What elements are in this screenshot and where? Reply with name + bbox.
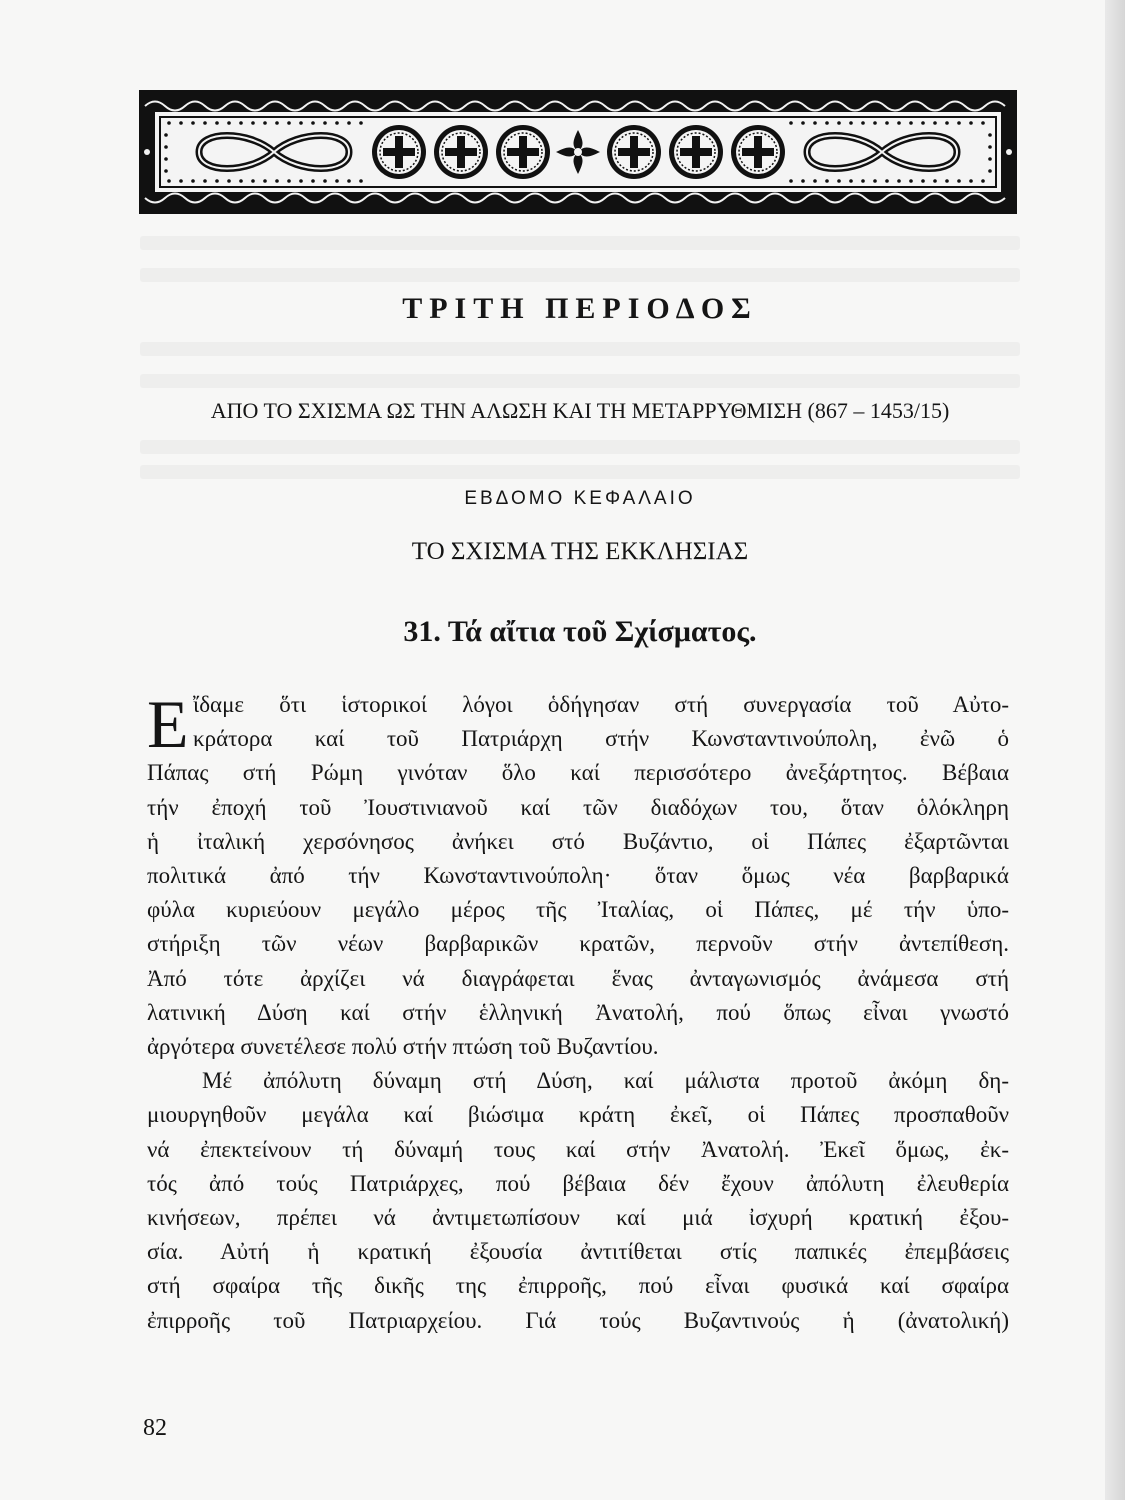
text-line: πολιτικά ἀπό τήν Κωνσταντινούπολη· ὅταν ὅμως νέα βαρβαρικά (147, 863, 1009, 889)
ornamental-header-band (139, 90, 1017, 214)
text-line: νά ἐπεκτείνουν τή δύναμή τους καί στήν Ἀνατολή. Ἐκεῖ ὅμως, ἐκ- (147, 1136, 1009, 1162)
show-through (140, 440, 1020, 454)
text-line: ἴδαμε ὅτι ἱστορικοί λόγοι ὁδήγησαν στή συνεργασία τοῦ Αὐτο- (193, 692, 1009, 717)
chapter-label: ΕΒΔΟΜΟ ΚΕΦΑΛΑΙΟ (464, 488, 696, 509)
text-line: στή σφαίρα τῆς δικῆς της ἐπιρροῆς, πού εἶναι φυσικά καί σφαίρα (147, 1273, 1009, 1299)
text-line: Πάπας στή Ρώμη γινόταν ὅλο καί περισσότερο ἀνεξάρτητος. Βέβαια (147, 760, 1009, 786)
page-edge-shadow (1105, 0, 1125, 1500)
show-through (140, 236, 1020, 250)
text-line: κράτορα καί τοῦ Πατριάρχη στήν Κωνσταντινούπολη, ἐνῶ ὁ (193, 726, 1009, 752)
text-line: μιουργηθοῦν μεγάλα καί βιώσιμα κράτη ἐκεῖ, οἱ Πάπες προσπαθοῦν (147, 1102, 1009, 1128)
part-subtitle: ΑΠΟ ΤΟ ΣΧΙΣΜΑ ΩΣ ΤΗΝ ΑΛΩΣΗ ΚΑΙ ΤΗ ΜΕΤΑΡΡΥΘΜΙΣΗ (867 – 1453/15) (210, 398, 950, 423)
show-through (140, 374, 1020, 388)
text-line: στήριξη τῶν νέων βαρβαρικῶν κρατῶν, περνοῦν στήν ἀντεπίθεση. (147, 931, 1009, 957)
drop-cap: Ε (147, 686, 189, 762)
show-through (140, 268, 1020, 282)
chapter-title: ΤΟ ΣΧΙΣΜΑ ΤΗΣ ΕΚΚΛΗΣΙΑΣ (411, 538, 749, 565)
text-line: σία. Αὐτή ἡ κρατική ἐξουσία ἀντιτίθεται στίς παπικές ἐπεμβάσεις (147, 1239, 1009, 1265)
text-line: ἐπιρροῆς τοῦ Πατριαρχείου. Γιά τούς Βυζαντινούς ἡ (ἀνατολική) (147, 1307, 1009, 1333)
show-through (140, 342, 1020, 356)
text-line: ἀργότερα συνετέλεσε πολύ στήν πτώση τοῦ Βυζαντίου. (147, 1034, 659, 1060)
text-line: Ἀπό τότε ἀρχίζει νά διαγράφεται ἕνας ἀνταγωνισμός ἀνάμεσα στή (147, 965, 1009, 991)
text-line: τήν ἐποχή τοῦ Ἰουστινιανοῦ καί τῶν διαδόχων του, ὅταν ὁλόκληρη (147, 794, 1009, 820)
text-line: φύλα κυριεύουν μεγάλο μέρος τῆς Ἰταλίας, οἱ Πάπες, μέ τήν ὑπο- (147, 897, 1009, 923)
text-line: κινήσεων, πρέπει νά ἀντιμετωπίσουν καί μιά ἰσχυρή κρατική ἐξου- (147, 1205, 1009, 1231)
part-heading: ΤΡΙΤΗ ΠΕΡΙΟΔΟΣ (402, 292, 758, 325)
show-through (140, 465, 1020, 479)
page-number: 82 (143, 1415, 167, 1441)
text-line: ἡ ἰταλική χερσόνησος ἀνήκει στό Βυζάντιο, οἱ Πάπες ἐξαρτῶνται (147, 828, 1009, 854)
text-line: λατινική Δύση καί στήν ἑλληνική Ἀνατολή, πού ὅπως εἶναι γνωστό (147, 999, 1009, 1025)
body-text (147, 688, 1009, 1338)
text-line: τός ἀπό τούς Πατριάρχες, πού βέβαια δέν ἔχουν ἀπόλυτη ἐλευθερία (147, 1170, 1009, 1196)
text-line: Μέ ἀπόλυτη δύναμη στή Δύση, καί μάλιστα προτοῦ ἀκόμη δη- (202, 1068, 1009, 1094)
section-title: 31. Τά αἴτια τοῦ Σχίσματος. (403, 615, 757, 648)
